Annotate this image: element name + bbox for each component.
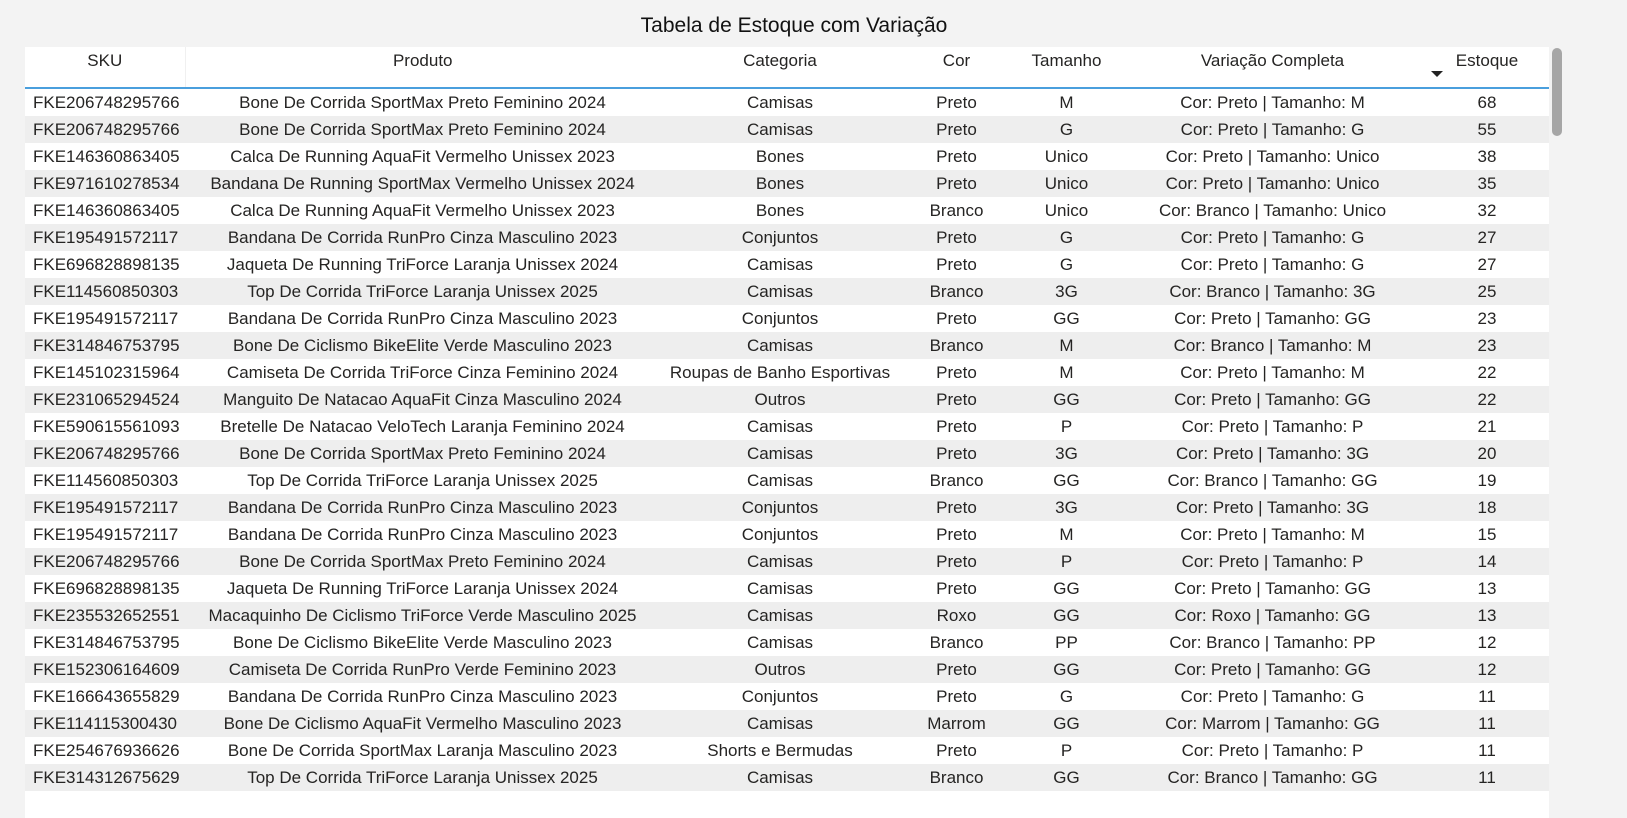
cell-variacao: Cor: Marrom | Tamanho: GG xyxy=(1120,710,1425,737)
cell-variacao: Cor: Preto | Tamanho: G xyxy=(1180,686,1365,706)
table-row[interactable] xyxy=(25,737,1549,764)
cell-produto: Top De Corrida TriForce Laranja Unissex 2025 xyxy=(185,278,660,305)
cell-cor: Preto xyxy=(900,386,1013,413)
cell-estoque: 15 xyxy=(1477,524,1497,544)
column-header-cor[interactable]: Cor xyxy=(900,47,1013,88)
cell-tamanho: P xyxy=(1060,740,1073,760)
cell-produto: Bandana De Corrida RunPro Cinza Masculino 2023 xyxy=(227,524,618,544)
table-row[interactable] xyxy=(25,710,1549,737)
table-row[interactable] xyxy=(25,305,1549,332)
cell-sku: FKE146360863405 xyxy=(33,146,180,166)
cell-variacao: Cor: Branco | Tamanho: GG xyxy=(1167,470,1378,490)
cell-categoria: Camisas xyxy=(660,278,900,305)
cell-variacao: Cor: Preto | Tamanho: GG xyxy=(1174,578,1371,598)
cell-cor: Preto xyxy=(900,548,1013,575)
cell-cor: Branco xyxy=(900,332,1013,359)
cell-produto: Bandana De Running SportMax Vermelho Unissex 2024 xyxy=(185,170,660,197)
cell-tamanho: Unico xyxy=(1013,170,1120,197)
cell-produto: Bone De Ciclismo AquaFit Vermelho Masculino 2023 xyxy=(185,710,660,737)
cell-categoria: Bones xyxy=(755,200,805,220)
cell-variacao: Cor: Preto | Tamanho: Unico xyxy=(1120,170,1425,197)
cell-produto: Bandana De Corrida RunPro Cinza Masculino 2023 xyxy=(227,686,618,706)
cell-produto: Bone De Corrida SportMax Preto Feminino 2024 xyxy=(185,548,660,575)
cell-categoria: Camisas xyxy=(746,632,814,652)
table-row[interactable] xyxy=(25,656,1549,683)
cell-sku: FKE195491572117 xyxy=(25,224,185,251)
cell-categoria: Camisas xyxy=(660,764,900,791)
cell-estoque: 38 xyxy=(1477,146,1497,166)
table-row[interactable] xyxy=(25,278,1549,305)
sort-descending-icon[interactable] xyxy=(1431,71,1443,77)
cell-produto: Calca De Running AquaFit Vermelho Unissex 2023 xyxy=(230,200,615,220)
cell-produto: Bone De Corrida SportMax Preto Feminino 2024 xyxy=(239,92,606,112)
cell-sku: FKE254676936626 xyxy=(33,740,180,760)
cell-produto: Top De Corrida TriForce Laranja Unissex 2025 xyxy=(185,764,660,791)
cell-sku: FKE206748295766 xyxy=(25,440,185,467)
cell-estoque: 23 xyxy=(1477,308,1497,328)
cell-produto: Calca De Running AquaFit Vermelho Unissex 2023 xyxy=(230,146,615,166)
column-header-produto[interactable]: Produto xyxy=(185,47,660,88)
cell-variacao: Cor: Branco | Tamanho: Unico xyxy=(1158,200,1387,220)
cell-cor: Marrom xyxy=(900,710,1013,737)
cell-produto: Bandana De Corrida RunPro Cinza Masculino 2023 xyxy=(227,308,618,328)
cell-estoque: 22 xyxy=(1425,386,1549,413)
cell-sku: FKE235532652551 xyxy=(25,602,185,629)
cell-sku: FKE314846753795 xyxy=(25,332,185,359)
cell-sku: FKE696828898135 xyxy=(33,254,180,274)
table-row[interactable] xyxy=(25,575,1549,602)
cell-categoria: Camisas xyxy=(660,116,900,143)
column-header-categoria[interactable]: Categoria xyxy=(660,47,900,88)
cell-estoque: 11 xyxy=(1425,710,1549,737)
table-row[interactable] xyxy=(25,224,1549,251)
cell-produto: Bone De Corrida SportMax Laranja Masculino 2023 xyxy=(227,740,618,760)
cell-estoque: 27 xyxy=(1425,224,1549,251)
cell-estoque: 11 xyxy=(1425,764,1549,791)
cell-sku: FKE152306164609 xyxy=(25,656,185,683)
cell-categoria: Conjuntos xyxy=(741,524,819,544)
cell-sku: FKE195491572117 xyxy=(33,308,179,328)
table-row[interactable] xyxy=(25,332,1549,359)
cell-produto: Bandana De Corrida RunPro Cinza Masculino 2023 xyxy=(185,224,660,251)
cell-tamanho: M xyxy=(1059,92,1074,112)
cell-estoque: 18 xyxy=(1425,494,1549,521)
cell-estoque: 55 xyxy=(1425,116,1549,143)
cell-variacao: Cor: Preto | Tamanho: P xyxy=(1120,548,1425,575)
cell-tamanho: P xyxy=(1060,416,1073,436)
cell-variacao: Cor: Branco | Tamanho: PP xyxy=(1169,632,1376,652)
cell-produto: Manguito De Natacao AquaFit Cinza Masculino 2024 xyxy=(185,386,660,413)
cell-tamanho: GG xyxy=(1013,386,1120,413)
cell-variacao: Cor: Branco | Tamanho: 3G xyxy=(1120,278,1425,305)
table-row[interactable] xyxy=(25,251,1549,278)
cell-sku: FKE114560850303 xyxy=(33,470,179,490)
cell-categoria: Bones xyxy=(660,170,900,197)
cell-categoria: Camisas xyxy=(660,710,900,737)
cell-categoria: Conjuntos xyxy=(741,686,819,706)
table-row[interactable] xyxy=(25,683,1549,710)
cell-variacao: Cor: Preto | Tamanho: M xyxy=(1180,362,1365,382)
cell-cor: Preto xyxy=(900,656,1013,683)
cell-categoria: Conjuntos xyxy=(660,494,900,521)
cell-cor: Preto xyxy=(936,524,977,544)
cell-tamanho: GG xyxy=(1013,602,1120,629)
table-row[interactable] xyxy=(25,170,1549,197)
cell-tamanho: G xyxy=(1013,224,1120,251)
cell-sku: FKE696828898135 xyxy=(33,578,180,598)
cell-estoque: 13 xyxy=(1425,602,1549,629)
cell-categoria: Camisas xyxy=(660,548,900,575)
cell-variacao: Cor: Preto | Tamanho: GG xyxy=(1120,656,1425,683)
cell-tamanho: 3G xyxy=(1013,440,1120,467)
cell-cor: Preto xyxy=(900,494,1013,521)
cell-tamanho: GG xyxy=(1013,764,1120,791)
cell-variacao: Cor: Preto | Tamanho: M xyxy=(1180,92,1365,112)
cell-categoria: Camisas xyxy=(746,92,814,112)
cell-tamanho: 3G xyxy=(1013,278,1120,305)
cell-estoque: 35 xyxy=(1425,170,1549,197)
cell-sku: FKE314846753795 xyxy=(33,632,180,652)
cell-estoque: 25 xyxy=(1425,278,1549,305)
cell-sku: FKE206748295766 xyxy=(25,116,185,143)
cell-cor: Branco xyxy=(929,200,984,220)
cell-tamanho: Unico xyxy=(1044,146,1089,166)
cell-cor: Preto xyxy=(936,146,977,166)
cell-sku: FKE206748295766 xyxy=(33,92,180,112)
table-title: Tabela de Estoque com Variação xyxy=(640,14,948,37)
cell-estoque: 68 xyxy=(1477,92,1497,112)
cell-cor: Preto xyxy=(900,116,1013,143)
column-header-estoque[interactable] xyxy=(1425,47,1549,88)
cell-categoria: Roupas de Banho Esportivas xyxy=(669,362,891,382)
cell-tamanho: GG xyxy=(1053,578,1080,598)
cell-categoria: Shorts e Bermudas xyxy=(707,740,853,760)
cell-categoria: Camisas xyxy=(746,254,814,274)
column-header-estoque-label: Estoque xyxy=(1455,51,1519,70)
cell-estoque: 12 xyxy=(1477,632,1497,652)
cell-variacao: Cor: Preto | Tamanho: 3G xyxy=(1120,440,1425,467)
cell-estoque: 32 xyxy=(1477,200,1497,220)
table-row[interactable] xyxy=(25,629,1549,656)
cell-cor: Branco xyxy=(900,278,1013,305)
cell-variacao: Cor: Preto | Tamanho: G xyxy=(1120,224,1425,251)
cell-variacao: Cor: Preto | Tamanho: P xyxy=(1181,740,1364,760)
cell-tamanho: GG xyxy=(1013,656,1120,683)
stock-table xyxy=(25,47,1549,818)
cell-variacao: Cor: Preto | Tamanho: 3G xyxy=(1120,494,1425,521)
cell-cor: Preto xyxy=(936,578,977,598)
cell-cor: Preto xyxy=(900,170,1013,197)
cell-tamanho: 3G xyxy=(1013,494,1120,521)
cell-categoria: Camisas xyxy=(660,440,900,467)
cell-sku: FKE206748295766 xyxy=(25,548,185,575)
cell-tamanho: G xyxy=(1059,686,1074,706)
cell-produto: Bone De Corrida SportMax Preto Feminino 2024 xyxy=(185,440,660,467)
cell-produto: Jaqueta De Running TriForce Laranja Unissex 2024 xyxy=(226,578,619,598)
cell-cor: Preto xyxy=(900,440,1013,467)
cell-produto: Bandana De Corrida RunPro Cinza Masculino 2023 xyxy=(185,494,660,521)
cell-categoria: Camisas xyxy=(660,602,900,629)
cell-produto: Bone De Ciclismo BikeElite Verde Masculino 2023 xyxy=(233,632,612,652)
cell-cor: Branco xyxy=(929,470,984,490)
cell-sku: FKE971610278534 xyxy=(25,170,185,197)
cell-sku: FKE195491572117 xyxy=(33,524,179,544)
cell-estoque: 12 xyxy=(1425,656,1549,683)
cell-categoria: Conjuntos xyxy=(741,308,819,328)
table-row[interactable] xyxy=(25,440,1549,467)
cell-estoque: 21 xyxy=(1477,416,1497,436)
cell-cor: Preto xyxy=(936,308,977,328)
cell-categoria: Camisas xyxy=(746,470,814,490)
cell-estoque: 11 xyxy=(1478,740,1496,760)
cell-cor: Preto xyxy=(936,416,977,436)
table-row[interactable] xyxy=(25,386,1549,413)
cell-variacao: Cor: Preto | Tamanho: Unico xyxy=(1165,146,1380,166)
header-row xyxy=(25,47,1549,88)
cell-variacao: Cor: Preto | Tamanho: G xyxy=(1180,254,1365,274)
vertical-scrollbar[interactable] xyxy=(1552,48,1562,136)
cell-tamanho: PP xyxy=(1055,632,1078,652)
cell-categoria: Outros xyxy=(660,386,900,413)
table-row[interactable] xyxy=(25,359,1549,386)
cell-produto: Bretelle De Natacao VeloTech Laranja Feminino 2024 xyxy=(220,416,625,436)
table-row[interactable] xyxy=(25,521,1549,548)
cell-produto: Camiseta De Corrida TriForce Cinza Feminino 2024 xyxy=(226,362,619,382)
cell-tamanho: M xyxy=(1059,524,1074,544)
cell-sku: FKE166643655829 xyxy=(33,686,180,706)
cell-tamanho: M xyxy=(1013,332,1120,359)
cell-cor: Preto xyxy=(936,254,977,274)
cell-categoria: Camisas xyxy=(746,578,814,598)
cell-tamanho: GG xyxy=(1053,308,1080,328)
cell-tamanho: GG xyxy=(1053,470,1080,490)
column-header-variacao[interactable]: Variação Completa xyxy=(1120,47,1425,88)
table-row[interactable] xyxy=(25,116,1549,143)
cell-categoria: Outros xyxy=(660,656,900,683)
cell-sku: FKE195491572117 xyxy=(25,494,185,521)
cell-categoria: Camisas xyxy=(746,416,814,436)
cell-produto: Macaquinho De Ciclismo TriForce Verde Masculino 2025 xyxy=(185,602,660,629)
table-row[interactable] xyxy=(25,467,1549,494)
cell-sku: FKE231065294524 xyxy=(25,386,185,413)
cell-tamanho: G xyxy=(1013,116,1120,143)
cell-sku: FKE114560850303 xyxy=(25,278,185,305)
cell-variacao: Cor: Branco | Tamanho: M xyxy=(1120,332,1425,359)
cell-variacao: Cor: Preto | Tamanho: GG xyxy=(1120,386,1425,413)
cell-estoque: 14 xyxy=(1425,548,1549,575)
cell-estoque: 22 xyxy=(1477,362,1497,382)
table-row[interactable] xyxy=(25,494,1549,521)
cell-produto: Bone De Ciclismo BikeElite Verde Masculino 2023 xyxy=(185,332,660,359)
cell-sku: FKE590615561093 xyxy=(33,416,180,436)
cell-categoria: Conjuntos xyxy=(660,224,900,251)
cell-estoque: 19 xyxy=(1477,470,1497,490)
cell-tamanho: Unico xyxy=(1044,200,1089,220)
cell-cor: Preto xyxy=(936,362,977,382)
cell-produto: Jaqueta De Running TriForce Laranja Unissex 2024 xyxy=(226,254,619,274)
cell-variacao: Cor: Preto | Tamanho: G xyxy=(1120,116,1425,143)
cell-estoque: 23 xyxy=(1425,332,1549,359)
table-row[interactable] xyxy=(25,602,1549,629)
cell-variacao: Cor: Preto | Tamanho: GG xyxy=(1174,308,1371,328)
table-row[interactable] xyxy=(25,88,1549,116)
cell-cor: Preto xyxy=(900,224,1013,251)
cell-categoria: Bones xyxy=(755,146,805,166)
cell-produto: Top De Corrida TriForce Laranja Unissex 2025 xyxy=(247,470,598,490)
table-row[interactable] xyxy=(25,548,1549,575)
cell-produto: Camiseta De Corrida RunPro Verde Feminino 2023 xyxy=(185,656,660,683)
cell-variacao: Cor: Preto | Tamanho: M xyxy=(1180,524,1365,544)
cell-sku: FKE146360863405 xyxy=(33,200,180,220)
cell-estoque: 13 xyxy=(1477,578,1497,598)
table-row[interactable] xyxy=(25,143,1549,170)
cell-tamanho: M xyxy=(1059,362,1074,382)
table-row[interactable] xyxy=(25,764,1549,791)
cell-cor: Preto xyxy=(936,686,977,706)
column-header-tamanho[interactable]: Tamanho xyxy=(1013,47,1120,88)
cell-estoque: 27 xyxy=(1477,254,1497,274)
cell-variacao: Cor: Roxo | Tamanho: GG xyxy=(1120,602,1425,629)
cell-sku: FKE314312675629 xyxy=(25,764,185,791)
cell-cor: Roxo xyxy=(900,602,1013,629)
cell-tamanho: GG xyxy=(1013,710,1120,737)
cell-cor: Preto xyxy=(936,740,977,760)
cell-cor: Branco xyxy=(900,764,1013,791)
cell-sku: FKE145102315964 xyxy=(33,362,180,382)
table-row[interactable] xyxy=(25,413,1549,440)
cell-produto: Bone De Corrida SportMax Preto Feminino 2024 xyxy=(185,116,660,143)
cell-tamanho: G xyxy=(1059,254,1074,274)
column-header-sku[interactable]: SKU xyxy=(25,47,185,88)
cell-cor: Preto xyxy=(936,92,977,112)
cell-cor: Branco xyxy=(929,632,984,652)
cell-sku: FKE114115300430 xyxy=(25,710,185,737)
cell-categoria: Camisas xyxy=(660,332,900,359)
cell-variacao: Cor: Branco | Tamanho: GG xyxy=(1120,764,1425,791)
cell-estoque: 11 xyxy=(1478,686,1496,706)
table-row[interactable] xyxy=(25,197,1549,224)
cell-variacao: Cor: Preto | Tamanho: P xyxy=(1181,416,1364,436)
cell-tamanho: P xyxy=(1013,548,1120,575)
cell-estoque: 20 xyxy=(1425,440,1549,467)
